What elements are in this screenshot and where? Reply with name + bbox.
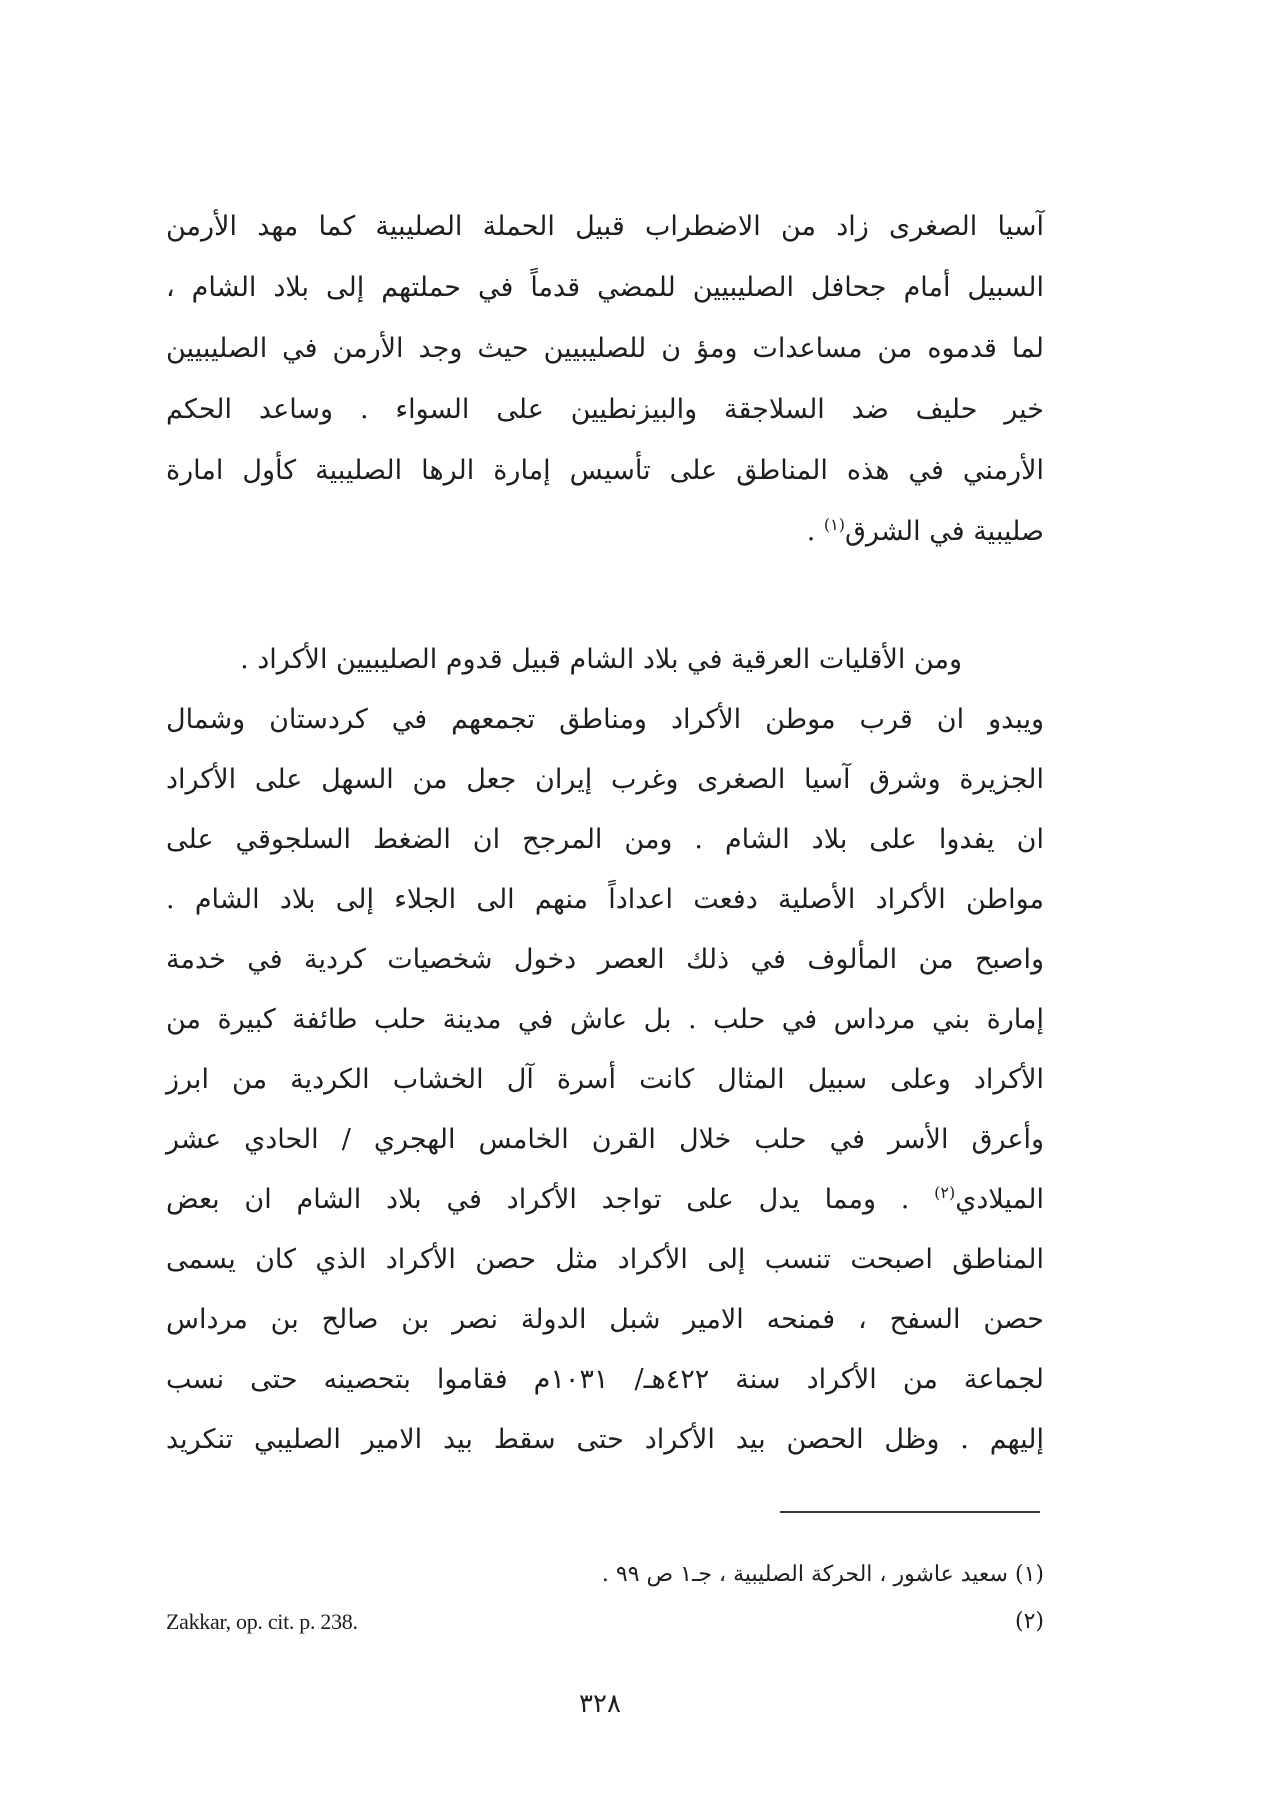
line-text: . <box>806 516 824 547</box>
body-line-with-footnote <box>166 502 1044 562</box>
body-line: لما قدموه من مساعدات ومؤ ن للصليبيين حيث وجد الأرمن في الصليبيين <box>166 333 1044 364</box>
footnote-separator <box>780 1511 1040 1513</box>
footnote-ref-1[interactable]: (١) <box>823 515 845 534</box>
body-line: وأعرق الأسر في حلب خلال القرن الخامس الهجري / الحادي عشر <box>166 1124 1044 1155</box>
body-line: الأكراد وعلى سبيل المثال كانت أسرة آل الخشاب الكردية من ابرز <box>166 1064 1044 1095</box>
body-line: السبيل أمام جحافل الصليبيين للمضي قدماً في حملتهم إلى بلاد الشام ، <box>166 272 1044 303</box>
body-line: لجماعة من الأكراد سنة ٤٢٢هـ/ ١٠٣١م فقاموا بتحصينه حتى نسب <box>166 1364 1045 1395</box>
footnote-text: Zakkar, op. cit. p. 238. <box>166 1609 358 1634</box>
body-line: آسيا الصغرى زاد من الاضطراب قبيل الحملة الصليبية كما مهد الأرمن <box>166 211 1044 242</box>
line-text: . ومما يدل على تواجد الأكراد في بلاد الشام ان بعض <box>166 1184 935 1215</box>
body-line: ويبدو ان قرب موطن الأكراد ومناطق تجمعهم في كردستان وشمال <box>166 704 1044 735</box>
body-line: إليهم . وظل الحصن بيد الأكراد حتى سقط بيد الامير الصليبي تنكريد <box>166 1424 1044 1455</box>
footnote-2 <box>166 1602 1044 1642</box>
footnote-number: (١) <box>1014 1562 1044 1587</box>
footnote-number: (٢) <box>1014 1609 1044 1634</box>
footnote-text: سعيد عاشور ، الحركة الصليبية ، جـ١ ص ٩٩ . <box>601 1562 1008 1587</box>
body-line: الجزيرة وشرق آسيا الصغرى وغرب إيران جعل من السهل على الأكراد <box>166 764 1044 795</box>
body-line-with-footnote <box>166 1170 1044 1230</box>
body-line: إمارة بني مرداس في حلب . بل عاش في مدينة حلب طائفة كبيرة من <box>166 1004 1044 1035</box>
body-line-indented: ومن الأقليات العرقية في بلاد الشام قبيل قدوم الصليبيين الأكراد . <box>240 644 962 675</box>
body-line: حصن السفح ، فمنحه الامير شبل الدولة نصر بن صالح بن مرداس <box>166 1304 1044 1335</box>
body-line: الأرمني في هذه المناطق على تأسيس إمارة الرها الصليبية كأول امارة <box>166 455 1044 486</box>
page-number: ٣٢٨ <box>579 1689 621 1719</box>
line-text: صليبية في الشرق <box>844 516 1044 547</box>
line-text: الميلادي <box>955 1184 1044 1215</box>
footnote-1 <box>166 1555 1044 1595</box>
body-line: المناطق اصبحت تنسب إلى الأكراد مثل حصن الأكراد الذي كان يسمى <box>166 1244 1044 1275</box>
body-line: واصبح من المألوف في ذلك العصر دخول شخصيات كردية في خدمة <box>166 944 1044 975</box>
body-line: ان يفدوا على بلاد الشام . ومن المرجح ان الضغط السلجوقي على <box>166 824 1044 855</box>
footnote-ref-2[interactable]: (٢) <box>934 1183 956 1202</box>
body-line: مواطن الأكراد الأصلية دفعت اعداداً منهم الى الجلاء إلى بلاد الشام . <box>166 884 1044 915</box>
body-line: خير حليف ضد السلاجقة والبيزنطيين على السواء . وساعد الحكم <box>166 394 1044 425</box>
